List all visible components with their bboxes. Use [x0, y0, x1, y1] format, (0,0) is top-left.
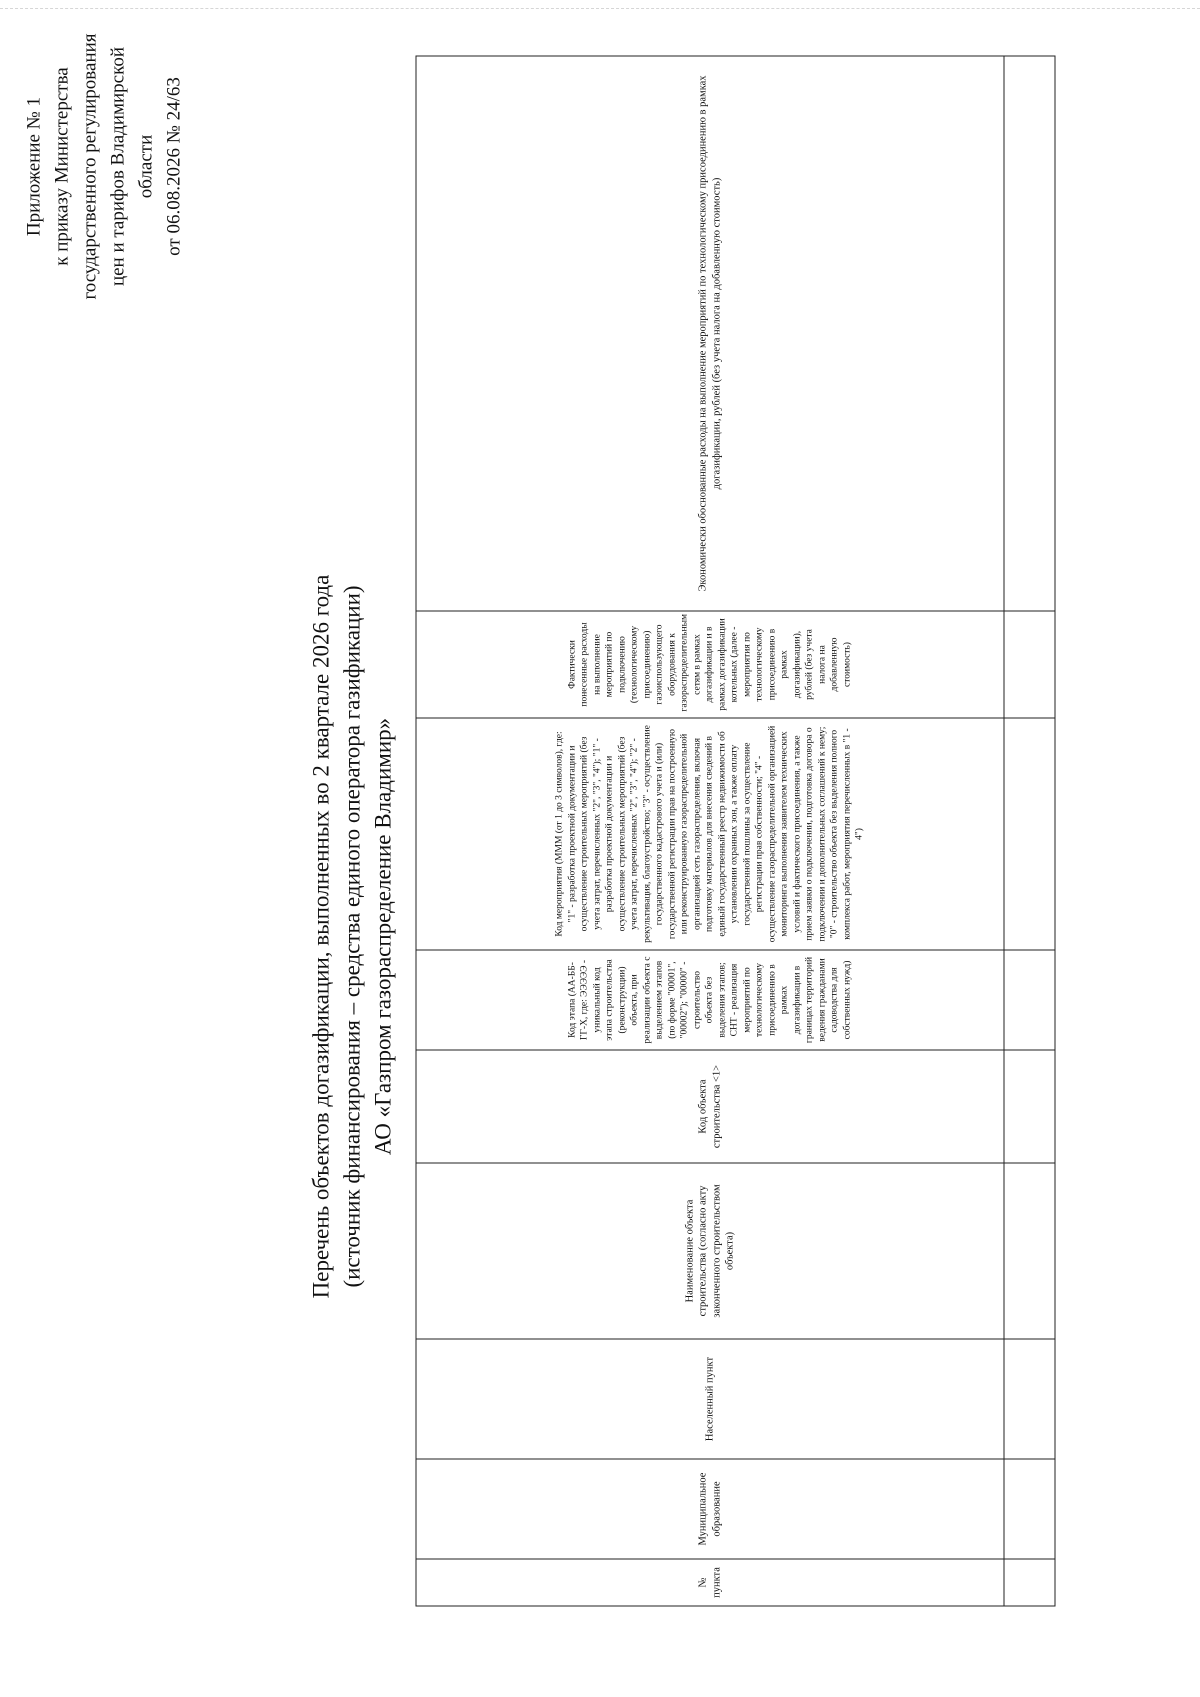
- table-cell: [1004, 950, 1055, 1050]
- column-header-stage-code: Код этапа (АА-ББ-ГГ-Х, где: ЭЭЭЭЭ - уникальный код этапа строительства (реконструкции) объекта, при реализации объекта с выделением этапов (по форме "00001", "00002"); "00000" - строительство объекта без выделения этапов; СНТ - реализация мероприятий по технологическому присоединению в рамках догазификации в границах территорий ведения гражданами садоводства для собственных нужд): [416, 950, 1004, 1050]
- table-cell: [1004, 1163, 1055, 1339]
- column-header-object-code: Код объекта строительства <1>: [416, 1050, 1004, 1163]
- table-cell: [1004, 1559, 1055, 1606]
- document-page: [1, 0, 1200, 1697]
- table-empty-row: [1004, 56, 1055, 1606]
- table-cell: [1004, 1050, 1055, 1163]
- title-line: Перечень объектов догазификации, выполненных во 2 квартале 2026 года: [308, 574, 334, 1299]
- title-line: АО «Газпром газораспределение Владимир»: [370, 717, 396, 1156]
- column-header-activity-code: Код мероприятия (МММ (от 1 до 3 символов), где: "1" - разработка проектной документации и осуществление строительных мероприятий (без учета затрат, перечисленных "2", "3", "4"); "1" - разработка проектной документации и осуществление строительных мероприятий (без учета затрат, перечисленных "2", "3", "4"); "2" - рекультивация, благоустройство; "3" - осуществление государственного кадастрового учета и (или) государственной регистрации прав на построенную или реконструированную газораспределительной организацией сеть газораспределения, включая подготовку материалов для внесения сведений в единый государственный реестр недвижимости об установлении охранных зон, а также оплату государственной пошлины за осуществление регистрации прав собственности; "4" - осуществление газораспределительной организацией мониторинга выполнения заявителем технических условий и фактического присоединения, а также прием заявки о подключении, подготовка договора о подключении и дополнительных соглашений к нему; "0" - строительство объекта без выделения полного комплекса работ, мероприятия перечисленных в "1 - 4"): [416, 718, 1004, 950]
- column-header-settlement: Населенный пункт: [416, 1339, 1004, 1459]
- appendix-header: [21, 22, 189, 312]
- column-header-justified-costs: Экономически обоснованные расходы на выполнение мероприятий по технологическому присоединению в рамках догазификации, рублей (без учета налога на добавленную стоимость): [416, 56, 1004, 611]
- appendix-order-ref: к приказу Министерства: [51, 67, 73, 266]
- table-cell: [1004, 1459, 1055, 1559]
- column-header-object-name: Наименование объекта строительства (согласно акту законченного строительством объекта): [416, 1163, 1004, 1339]
- appendix-order-ref: цен и тарифов Владимирской области: [107, 46, 157, 287]
- table-header-row: [416, 56, 1004, 1606]
- table-cell: [1004, 718, 1055, 950]
- column-header-actual-costs: Фактически понесенные расходы на выполнение мероприятий по подключению (технологическому присоединению) газоиспользующего оборудования к газораспределительным сетям в рамках догазификации и в рамках догазификации котельных (далее - мероприятия по технологическому присоединению в рамках догазификации), рублей (без учета налога на добавленную стоимость): [416, 611, 1004, 718]
- appendix-order-date: от 06.08.2026 № 24/63: [163, 77, 185, 256]
- appendix-order-ref: государственного регулирования: [79, 33, 101, 300]
- column-header-number: № пункта: [416, 1559, 1004, 1606]
- document-title: [306, 407, 399, 1467]
- table-cell: [1004, 1339, 1055, 1459]
- table-cell: [1004, 56, 1055, 611]
- table-cell: [1004, 611, 1055, 718]
- title-line: (источник финансирования – средства единого оператора газификации): [339, 585, 365, 1288]
- gasification-table: [416, 56, 1056, 1607]
- column-header-municipality: Муниципальное образование: [416, 1459, 1004, 1559]
- appendix-title: Приложение № 1: [23, 96, 45, 237]
